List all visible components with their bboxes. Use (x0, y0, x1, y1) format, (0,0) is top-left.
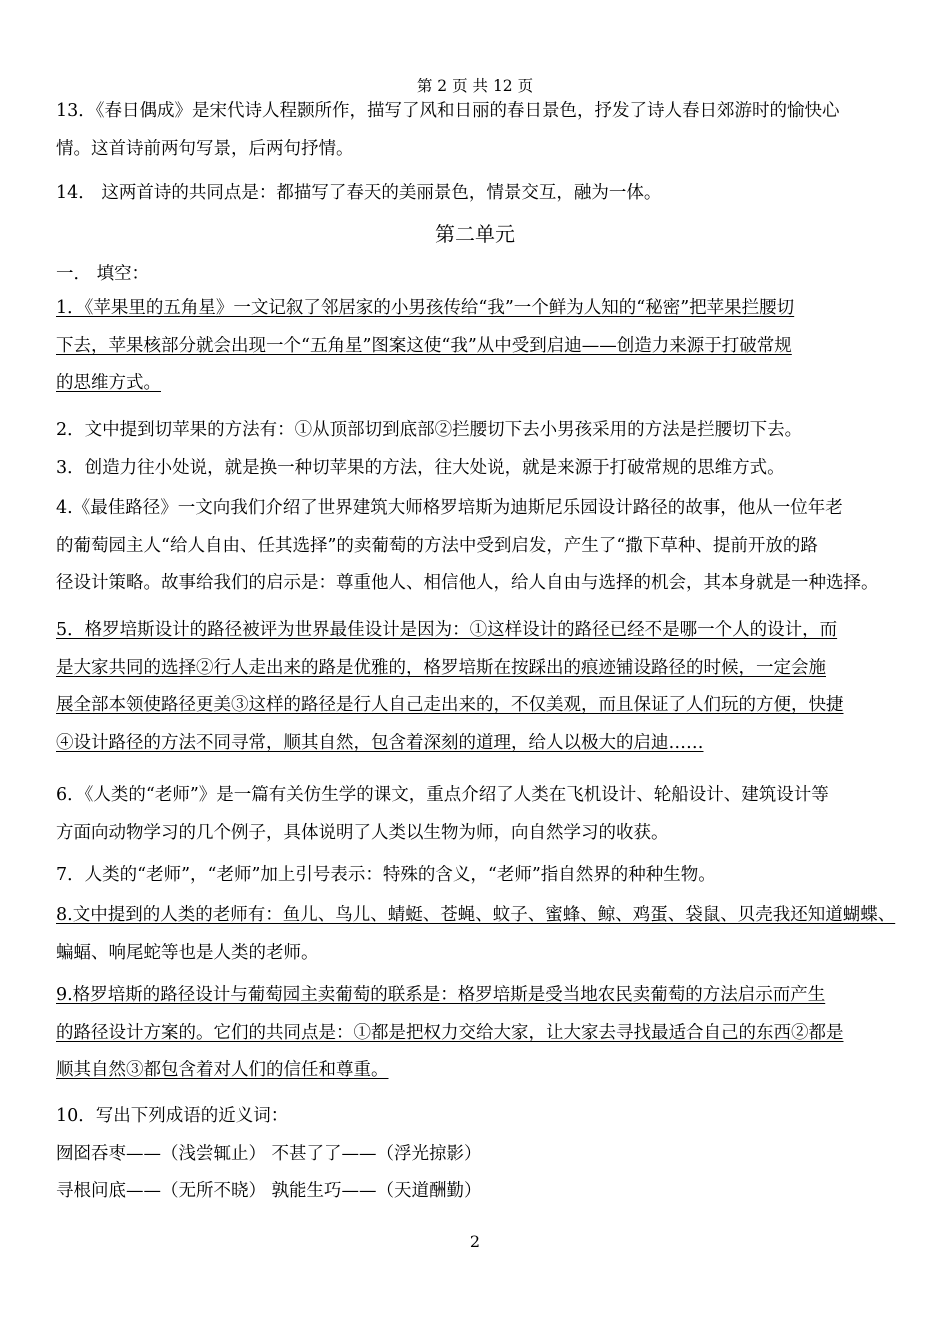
text-line: 的葡萄园主人“给人自由、任其选择”的卖葡萄的方法中受到启发，产生了“撒下草种、提前开放的路 (56, 535, 818, 556)
text-line: 囫囵吞枣——（浅尝辄止） 不甚了了——（浮光掠影） (56, 1143, 482, 1164)
text-line: 一． 填空： (56, 264, 150, 284)
item-13 (56, 93, 898, 168)
item-6 (56, 777, 898, 852)
text-line: 6．《人类的“老师”》是一篇有关仿生学的课文，重点介绍了人类在飞机设计、轮船设计、建筑设计等 (56, 785, 829, 805)
text-line: 的路径设计方案的。它们的共同点是：①都是把权力交给大家，让大家去寻找最适合自己的东西②都是 (56, 1022, 844, 1043)
text-line: 7．人类的“老师”，“老师”加上引号表示：特殊的含义，“老师”指自然界的种种生物。 (56, 865, 716, 885)
text-line: 1．《苹果里的五角星》一文记叙了邻居家的小男孩传给“我”一个鲜为人知的“秘密”把苹果拦腰切 (56, 298, 795, 318)
text-line: 寻根问底——（无所不晓） 孰能生巧——（天道酬勤） (56, 1181, 482, 1201)
text-line: 4.《最佳路径》一文向我们介绍了世界建筑大师格罗培斯为迪斯尼乐园设计路径的故事，他从一位年老 (56, 498, 843, 518)
item-2 (56, 412, 898, 450)
item-4 (56, 490, 898, 603)
text-line: 2．文中提到切苹果的方法有：①从顶部切到底部②拦腰切下去小男孩采用的方法是拦腰切下去。 (56, 420, 803, 440)
text-line: ④设计路径的方法不同寻常，顺其自然，包含着深刻的道理，给人以极大的启迪…… (56, 732, 704, 753)
text-line: 展全部本领使路径更美③这样的路径是行人自己走出来的，不仅美观，而且保证了人们玩的方便，快捷 (56, 695, 844, 715)
section-title: 第二单元 (435, 222, 515, 246)
text-line: 3．创造力往小处说，就是换一种切苹果的方法，往大处说，就是来源于打破常规的思维方式。 (56, 458, 785, 478)
text-line: 顺其自然③都包含着对人们的信任和尊重。 (56, 1060, 389, 1080)
page-header: 第 2 页 共 12 页 (416, 77, 534, 95)
text-line: 方面向动物学习的几个例子，具体说明了人类以生物为师，向自然学习的收获。 (56, 822, 669, 843)
section-heading-fill-blanks (56, 256, 898, 294)
text-line: 情。这首诗前两句写景，后两句抒情。 (56, 138, 354, 159)
item-10 (56, 1098, 898, 1211)
text-line: 蝙蝠、响尾蛇等也是人类的老师。 (56, 942, 319, 963)
item-1 (56, 290, 898, 403)
page-number: 2 (469, 1232, 481, 1251)
item-14 (56, 175, 898, 213)
item-5 (56, 612, 898, 762)
text-line: 是大家共同的选择②行人走出来的路是优雅的，格罗培斯在按踩出的痕迹铺设路径的时候，一定会施 (56, 657, 826, 678)
item-3 (56, 450, 898, 488)
text-line: 14． 这两首诗的共同点是：都描写了春天的美丽景色，情景交互，融为一体。 (56, 183, 662, 203)
text-line: 5．格罗培斯设计的路径被评为世界最佳设计是因为：①这样设计的路径已经不是哪一个人的设计，而 (56, 620, 838, 640)
item-7 (56, 857, 898, 895)
text-line: 的思维方式。 (56, 373, 161, 393)
text-line: 13．《春日偶成》是宋代诗人程颢所作，描写了风和日丽的春日景色，抒发了诗人春日郊游时的愉快心 (56, 101, 840, 121)
text-line: 8.文中提到的人类的老师有：鱼儿、鸟儿、蜻蜓、苍蝇、蚊子、蜜蜂、鲸、鸡蛋、袋鼠、贝壳我还知道蝴蝶、 (56, 905, 896, 925)
item-9 (56, 977, 898, 1090)
text-line: 9.格罗培斯的路径设计与葡萄园主卖葡萄的联系是：格罗培斯是受当地农民卖葡萄的方法启示而产生 (56, 985, 826, 1005)
item-8 (56, 897, 898, 972)
text-line: 径设计策略。故事给我们的启示是：尊重他人、相信他人，给人自由与选择的机会，其本身就是一种选择。 (56, 573, 879, 593)
text-line: 下去，苹果核部分就会出现一个“五角星”图案这使“我”从中受到启迪——创造力来源于打破常规 (56, 335, 792, 356)
text-line: 10．写出下列成语的近义词： (56, 1106, 289, 1126)
